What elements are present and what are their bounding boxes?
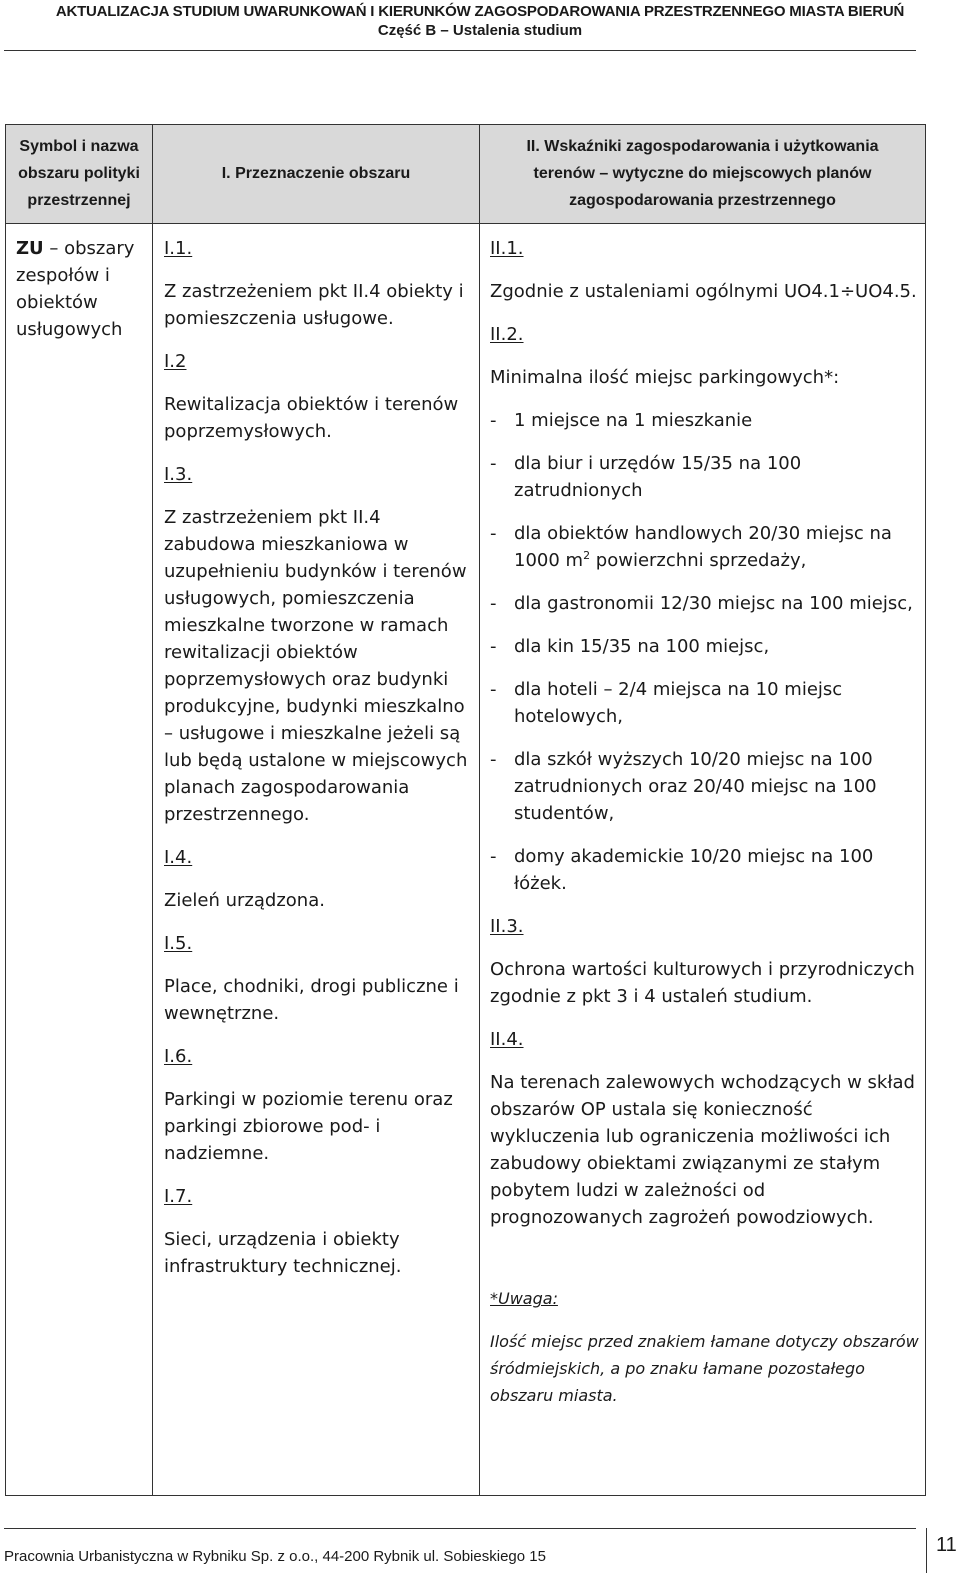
document-subtitle: Część B – Ustalenia studium [377, 22, 583, 39]
indicator-text: Ochrona wartości kulturowych i przyrodniczych zgodnie z pkt 3 i 4 ustaleń studium. [490, 959, 915, 1007]
list-item: - dla hoteli – 2/4 miejsca na 10 miejsc hotelowych, [490, 679, 843, 727]
area-name: – obszary zespołów i obiektów usługowych [16, 238, 135, 340]
list-item: - domy akademickie 10/20 miejsc na 100 łóżek. [490, 846, 874, 894]
column-header-purpose: I. Przeznaczenie obszaru [221, 165, 411, 182]
page-number: 11 [936, 1534, 957, 1556]
area-code: ZU [16, 238, 44, 259]
header-divider [4, 50, 916, 51]
purpose-item: I.1. Z zastrzeżeniem pkt II.4 obiekty i pomieszczenia usługowe. [164, 238, 464, 329]
purpose-item: I.4. Zieleń urządzona. [164, 847, 325, 911]
column-divider [479, 125, 480, 1495]
indicator-number: II.2. [490, 324, 524, 345]
purpose-item: I.2 Rewitalizacja obiektów i terenów poprzemysłowych. [164, 351, 459, 442]
parking-intro: Minimalna ilość miejsc parkingowych*: [490, 367, 840, 388]
purpose-item: I.5. Place, chodniki, drogi publiczne i wewnętrzne. [164, 933, 459, 1024]
indicators-cell [490, 235, 920, 1409]
footer-address: Pracownia Urbanistyczna w Rybniku Sp. z o.o., 44-200 Rybnik ul. Sobieskiego 15 [4, 1548, 546, 1565]
note-title: *Uwaga: [490, 1289, 558, 1308]
column-header-symbol: Symbol i nazwa obszaru polityki przestrzennej [18, 138, 140, 209]
list-item: - dla obiektów handlowych 20/30 miejsc na 1000 $m^2$ powierzchni sprzedaży, [490, 523, 892, 571]
purpose-item: I.6. Parkingi w poziomie terenu oraz parkingi zbiorowe pod- i nadziemne. [164, 1046, 453, 1164]
page-number-divider [926, 1528, 927, 1573]
purpose-item: I.3. Z zastrzeżeniem pkt II.4 zabudowa mieszkaniowa w uzupełnieniu budynków i terenów usługowych, pomieszczenia mieszkalne tworzone w ramach rewitalizacji obiektów poprzemysłowych oraz budynki produkcyjne, budynki mieszkalno – usługowe i mieszkalne jeżeli są lub będą ustalone w miejscowych planach zagospodarowania przestrzennego. [164, 464, 468, 825]
regulations-table [5, 124, 926, 1496]
area-symbol-cell [16, 235, 151, 343]
footer-divider [4, 1528, 916, 1529]
list-item: - 1 miejsce na 1 mieszkanie [490, 410, 753, 431]
indicator-text: Zgodnie z ustaleniami ogólnymi UO4.1÷UO4.5. [490, 281, 917, 302]
list-item: - dla kin 15/35 na 100 miejsc, [490, 636, 770, 657]
indicator-number: II.3. [490, 916, 524, 937]
indicator-number: II.1. [490, 238, 524, 259]
list-item: - dla gastronomii 12/30 miejsc na 100 miejsc, [490, 593, 913, 614]
note-text: Ilość miejsc przed znakiem łamane dotyczy obszarów śródmiejskich, a po znaku łamane pozostałego obszaru miasta. [490, 1332, 919, 1405]
column-divider [152, 125, 153, 1495]
purpose-item: I.7. Sieci, urządzenia i obiekty infrastruktury technicznej. [164, 1186, 402, 1277]
list-item: - dla szkół wyższych 10/20 miejsc na 100 zatrudnionych oraz 20/40 miejsc na 100 studentów, [490, 749, 877, 824]
indicator-text: Na terenach zalewowych wchodzących w skład obszarów OP ustala się konieczność wykluczenia lub ograniczenia możliwości ich zabudowy obiektami związanymi ze stałym pobytem ludzi w zależności od prognozowanych zagrożeń powodziowych. [490, 1072, 915, 1228]
list-item: - dla biur i urzędów 15/35 na 100 zatrudnionych [490, 453, 802, 501]
purpose-cell [164, 235, 474, 1296]
indicator-number: II.4. [490, 1029, 524, 1050]
column-header-indicators: II. Wskaźniki zagospodarowania i użytkowania terenów – wytyczne do miejscowych planów zagospodarowania przestrzennego [526, 138, 879, 209]
document-title: AKTUALIZACJA STUDIUM UWARUNKOWAŃ I KIERUNKÓW ZAGOSPODAROWANIA PRZESTRZENNEGO MIASTA BIERUŃ [55, 3, 905, 20]
